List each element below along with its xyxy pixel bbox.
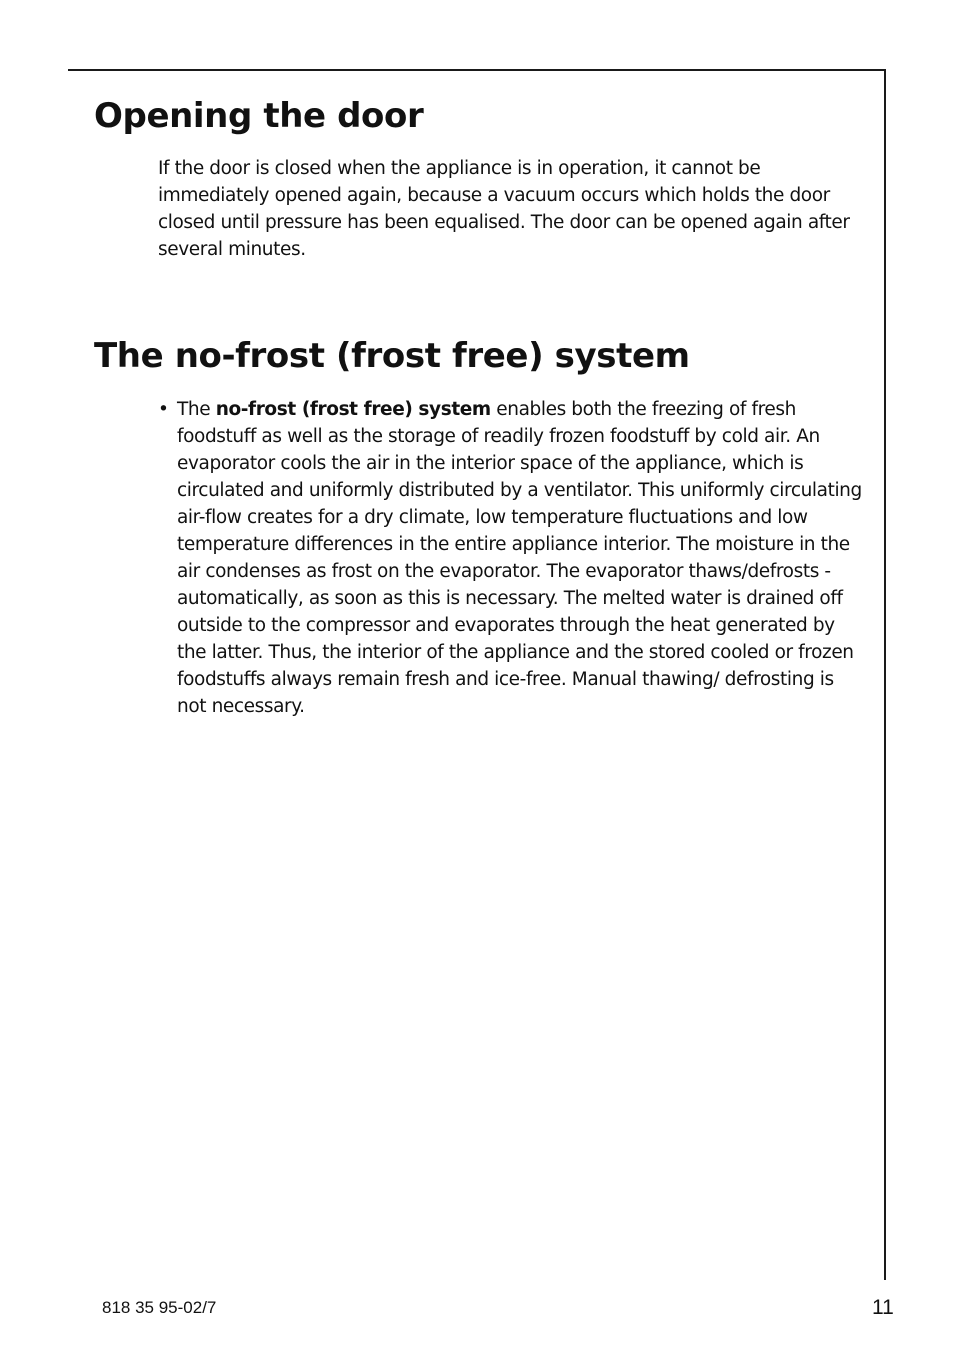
right-rule [884, 69, 886, 1280]
bullet-mark: • [158, 399, 169, 420]
heading-no-frost-system: The no-frost (frost free) system [94, 336, 690, 376]
heading-opening-the-door: Opening the door [94, 96, 424, 136]
text-lead: The [177, 399, 216, 420]
document-number: 818 35 95-02/7 [102, 1298, 217, 1317]
paragraph-opening-the-door: If the door is closed when the appliance is in operation, it cannot be immediately opened again, because a vacuum occurs which holds the door closed until pressure has been equalised. The door can be opened again after several minutes. [158, 158, 850, 260]
top-rule [68, 69, 886, 71]
page-number: 11 [872, 1296, 894, 1319]
text-rest: enables both the freezing of fresh foodstuff as well as the storage of readily frozen foodstuff by cold air. An evaporator cools the air in the interior space of the appliance, which is circulated and uniformly distributed by a ventilator. This uniformly circulating air-flow creates for a dry climate, low temperature fluctuations and low temperature differences in the entire appliance interior. The moisture in the air condenses as frost on the evaporator. The evaporator thaws/defrosts -automatically, as soon as this is necessary. The melted water is drained off outside to the compressor and evaporates through the heat generated by the latter. Thus, the interior of the appliance and the stored cooled or frozen foodstuffs always remain fresh and ice-free. Manual thawing/ defrosting is not necessary. [177, 399, 862, 717]
text-bold-term: no-frost (frost free) system [215, 399, 491, 420]
paragraph-no-frost-system [177, 396, 867, 720]
